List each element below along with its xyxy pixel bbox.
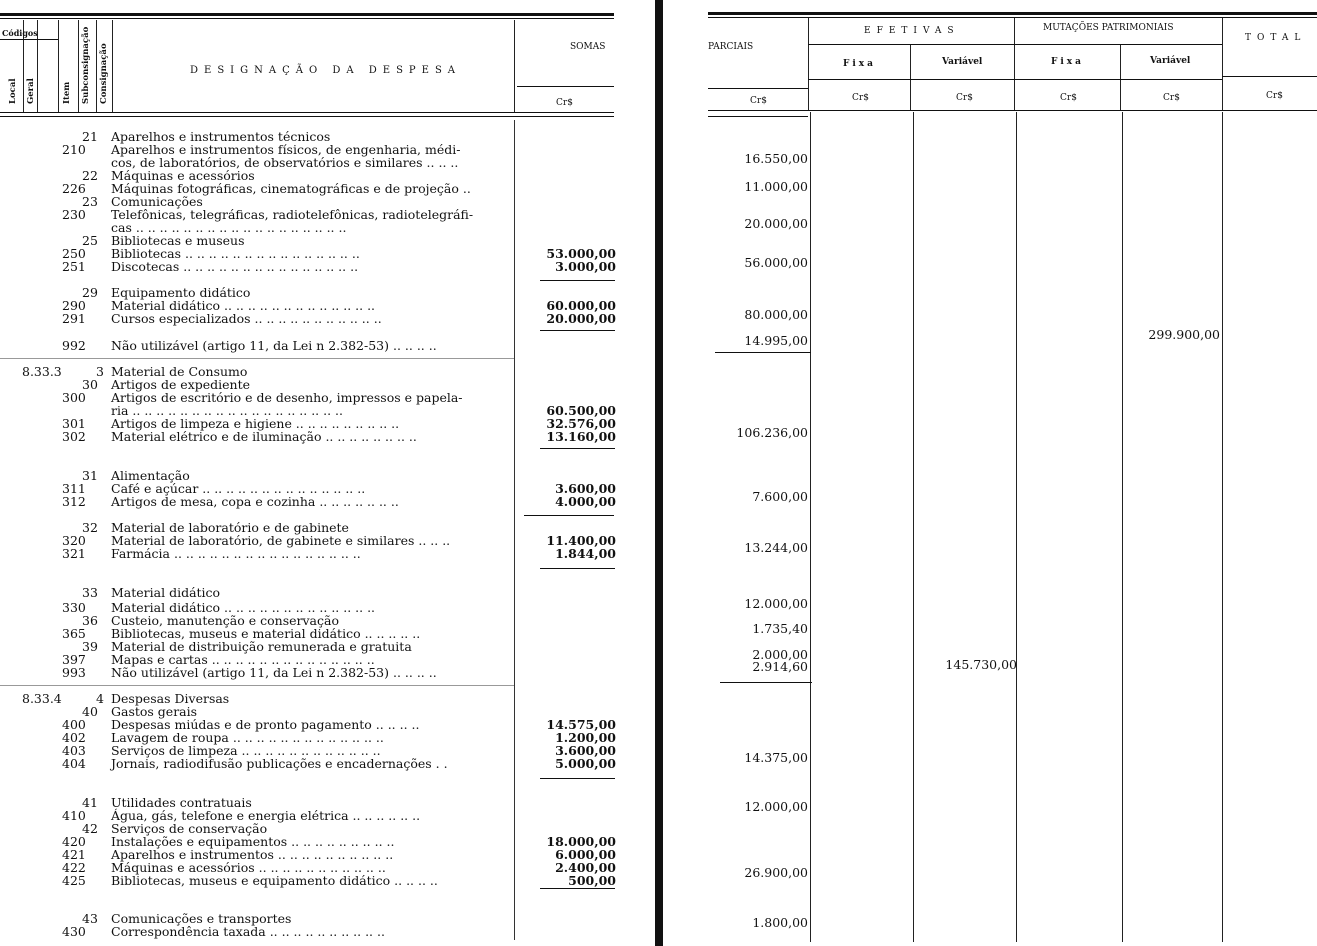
row-value: 1.200,00 (555, 730, 616, 745)
row-description: Gastos gerais (111, 704, 198, 719)
parcial-value: 12.000,00 (744, 799, 808, 814)
parcial-value: 7.600,00 (752, 489, 808, 504)
parcial-value: 13.244,00 (744, 540, 808, 555)
item-code: 420 (62, 834, 86, 849)
geral-label: Geral (26, 78, 36, 104)
item-code: 422 (62, 860, 86, 875)
item-code: 30 (82, 377, 98, 392)
item-code: 312 (62, 494, 86, 509)
row-description: Material didático .. .. .. .. .. .. .. .. .. .. .. .. .. (111, 600, 376, 615)
row-description: Comunicações (111, 194, 203, 209)
item-code: 300 (62, 390, 86, 405)
item-code: 397 (62, 652, 86, 667)
row-description: Máquinas e acessórios .. .. .. .. .. .. .. .. .. .. .. (111, 860, 386, 875)
row-description: Comunicações e transportes (111, 911, 292, 926)
item-code: 22 (82, 168, 98, 183)
item-code: 4 (96, 691, 104, 706)
item-code: 42 (82, 821, 98, 836)
item-code: 23 (82, 194, 98, 209)
item-code: 25 (82, 233, 98, 248)
row-description: Máquinas fotográficas, cinematográficas e de projeção .. (111, 181, 471, 196)
item-code: 290 (62, 298, 86, 313)
item-code: 40 (82, 704, 98, 719)
row-description: Alimentação (111, 468, 190, 483)
row-description: Artigos de mesa, copa e cozinha .. .. .. .. .. .. .. (111, 494, 399, 509)
row-value: 11.400,00 (546, 533, 616, 548)
row-description: Água, gás, telefone e energia elétrica .. .. .. .. .. .. (111, 808, 421, 823)
row-value: 13.160,00 (546, 429, 616, 444)
item-code: 29 (82, 285, 98, 300)
row-description: Aparelhos e instrumentos .. .. .. .. .. .. .. .. .. .. (111, 847, 394, 862)
mutacoes-variavel-value: 299.900,00 (1148, 327, 1220, 342)
somas-header: SOMAS (570, 42, 606, 52)
parcial-value: 106.236,00 (736, 425, 808, 440)
row-value: 4.000,00 (555, 494, 616, 509)
item-code: 430 (62, 924, 86, 939)
total-currency: Cr$ (1266, 91, 1283, 101)
row-description: Correspondência taxada .. .. .. .. .. .. .. .. .. .. (111, 924, 385, 939)
parcial-value: 1.800,00 (752, 915, 808, 930)
item-code: 402 (62, 730, 86, 745)
row-description: Material de distribuição remunerada e gratuita (111, 639, 412, 654)
item-code: 250 (62, 246, 86, 261)
item-code: 230 (62, 207, 86, 222)
parcial-value: 56.000,00 (744, 255, 808, 270)
item-code: 291 (62, 311, 86, 326)
efetivas-fixa-header: Fixa (843, 59, 877, 69)
row-value: 5.000,00 (555, 756, 616, 771)
item-code: 404 (62, 756, 86, 771)
item-code: 21 (82, 129, 98, 144)
row-description: Material didático (111, 585, 221, 600)
row-value: 14.575,00 (546, 717, 616, 732)
row-value: 500,00 (568, 873, 616, 888)
row-description: Serviços de conservação (111, 821, 268, 836)
row-description: Bibliotecas, museus e material didático .. .. .. .. .. (111, 626, 421, 641)
row-description: Aparelhos e instrumentos técnicos (111, 129, 331, 144)
item-code: 421 (62, 847, 86, 862)
parcial-value: 16.550,00 (744, 151, 808, 166)
row-value: 53.000,00 (546, 246, 616, 261)
row-description: Jornais, radiodifusão publicações e encadernações . . (111, 756, 448, 771)
parcial-value: 2.914,60 (752, 659, 808, 674)
item-code: 226 (62, 181, 86, 196)
efetivas-variavel-header: Variável (942, 57, 983, 67)
row-value: 32.576,00 (546, 416, 616, 431)
row-value: 2.400,00 (555, 860, 616, 875)
row-description: cos, de laboratórios, de observatórios e similares .. .. .. (111, 155, 459, 170)
row-description: Artigos de limpeza e higiene .. .. .. .. .. .. .. .. .. (111, 416, 400, 431)
item-code: 992 (62, 338, 86, 353)
item-label: Item (62, 81, 72, 104)
row-value: 1.844,00 (555, 546, 616, 561)
variavel1-currency: Cr$ (956, 93, 973, 103)
row-description: Bibliotecas .. .. .. .. .. .. .. .. .. .. .. .. .. .. .. (111, 246, 360, 261)
row-description: Bibliotecas, museus e equipamento didático .. .. .. .. (111, 873, 438, 888)
parcial-value: 1.735,40 (752, 621, 808, 636)
item-code: 33 (82, 585, 98, 600)
item-code: 320 (62, 533, 86, 548)
row-description: Artigos de expediente (111, 377, 251, 392)
mutacoes-header: MUTAÇÕES PATRIMONIAIS (1043, 23, 1174, 33)
row-description: Discotecas .. .. .. .. .. .. .. .. .. .. .. .. .. .. .. (111, 259, 359, 274)
row-description: Máquinas e acessórios (111, 168, 255, 183)
currency-header: Cr$ (556, 98, 573, 108)
row-description: Não utilizável (artigo 11, da Lei n 2.382-53) .. .. .. .. (111, 338, 437, 353)
parcial-value: 20.000,00 (744, 216, 808, 231)
item-code: 39 (82, 639, 98, 654)
row-value: 18.000,00 (546, 834, 616, 849)
item-code: 3 (96, 364, 104, 379)
row-value: 20.000,00 (546, 311, 616, 326)
row-description: ria .. .. .. .. .. .. .. .. .. .. .. .. .. .. .. .. .. .. (111, 403, 343, 418)
item-code: 321 (62, 546, 86, 561)
codigos-label: Códigos (2, 28, 38, 38)
parcial-value: 12.000,00 (744, 596, 808, 611)
row-description: Despesas miúdas e de pronto pagamento .. .. .. .. (111, 717, 420, 732)
item-code: 365 (62, 626, 86, 641)
row-description: Mapas e cartas .. .. .. .. .. .. .. .. .. .. .. .. .. .. (111, 652, 375, 667)
row-value: 60.000,00 (546, 298, 616, 313)
parcial-value: 80.000,00 (744, 307, 808, 322)
local-code: 8.33.3 (22, 364, 62, 379)
total-header: TOTAL (1245, 33, 1307, 43)
row-description: Aparelhos e instrumentos físicos, de engenharia, médi- (111, 142, 461, 157)
parcial-value: 11.000,00 (744, 179, 808, 194)
row-description: Despesas Diversas (111, 691, 230, 706)
local-code: 8.33.4 (22, 691, 62, 706)
row-value: 3.000,00 (555, 259, 616, 274)
efetivas-variavel-value: 145.730,00 (945, 657, 1017, 672)
item-code: 32 (82, 520, 98, 535)
parcial-value: 26.900,00 (744, 865, 808, 880)
row-description: Utilidades contratuais (111, 795, 252, 810)
row-description: Material didático .. .. .. .. .. .. .. .. .. .. .. .. .. (111, 298, 376, 313)
local-label: Local (8, 78, 18, 104)
parciais-header: PARCIAIS (708, 42, 754, 52)
variavel2-currency: Cr$ (1163, 93, 1180, 103)
row-description: Material elétrico e de iluminação .. .. .. .. .. .. .. .. (111, 429, 417, 444)
row-description: Material de Consumo (111, 364, 248, 379)
row-description: Telefônicas, telegráficas, radiotelefônicas, radiotelegráfi- (111, 207, 474, 222)
parcial-value: 14.995,00 (744, 333, 808, 348)
item-code: 43 (82, 911, 98, 926)
efetivas-header: EFETIVAS (864, 26, 960, 36)
item-code: 302 (62, 429, 86, 444)
row-value: 3.600,00 (555, 481, 616, 496)
row-description: Cursos especializados .. .. .. .. .. .. .. .. .. .. .. (111, 311, 382, 326)
consignacao-label: Consignação (99, 43, 109, 104)
row-description: Material de laboratório, de gabinete e similares .. .. .. (111, 533, 451, 548)
item-code: 400 (62, 717, 86, 732)
item-code: 311 (62, 481, 86, 496)
row-value: 3.600,00 (555, 743, 616, 758)
page-gutter (655, 0, 663, 946)
item-code: 36 (82, 613, 98, 628)
row-description: Equipamento didático (111, 285, 251, 300)
mutacoes-variavel-header: Variável (1150, 56, 1191, 66)
item-code: 330 (62, 600, 86, 615)
item-code: 993 (62, 665, 86, 680)
designacao-header: DESIGNAÇÃO DA DESPESA (190, 65, 462, 76)
parcial-value: 14.375,00 (744, 750, 808, 765)
row-description: Bibliotecas e museus (111, 233, 245, 248)
item-code: 425 (62, 873, 86, 888)
row-description: Não utilizável (artigo 11, da Lei n 2.382-53) .. .. .. .. (111, 665, 437, 680)
row-description: Material de laboratório e de gabinete (111, 520, 349, 535)
item-code: 41 (82, 795, 98, 810)
row-description: Lavagem de roupa .. .. .. .. .. .. .. .. .. .. .. .. .. (111, 730, 384, 745)
fixa1-currency: Cr$ (852, 93, 869, 103)
item-code: 31 (82, 468, 98, 483)
row-description: Custeio, manutenção e conservação (111, 613, 339, 628)
row-description: Artigos de escritório e de desenho, impressos e papela- (111, 390, 463, 405)
item-code: 210 (62, 142, 86, 157)
mutacoes-fixa-header: Fixa (1051, 57, 1085, 67)
row-description: Instalações e equipamentos .. .. .. .. .. .. .. .. .. (111, 834, 395, 849)
item-code: 251 (62, 259, 86, 274)
row-description: Farmácia .. .. .. .. .. .. .. .. .. .. .. .. .. .. .. .. (111, 546, 361, 561)
row-description: cas .. .. .. .. .. .. .. .. .. .. .. .. .. .. .. .. .. .. (111, 220, 347, 235)
parcial-value: 2.000,00 (752, 647, 808, 662)
subconsignacao-label: Subconsignação (81, 26, 91, 104)
row-value: 6.000,00 (555, 847, 616, 862)
fixa2-currency: Cr$ (1060, 93, 1077, 103)
item-code: 403 (62, 743, 86, 758)
item-code: 410 (62, 808, 86, 823)
parciais-currency: Cr$ (750, 96, 767, 106)
row-description: Café e açúcar .. .. .. .. .. .. .. .. .. .. .. .. .. .. (111, 481, 366, 496)
row-value: 60.500,00 (546, 403, 616, 418)
row-description: Serviços de limpeza .. .. .. .. .. .. .. .. .. .. .. .. (111, 743, 381, 758)
item-code: 301 (62, 416, 86, 431)
